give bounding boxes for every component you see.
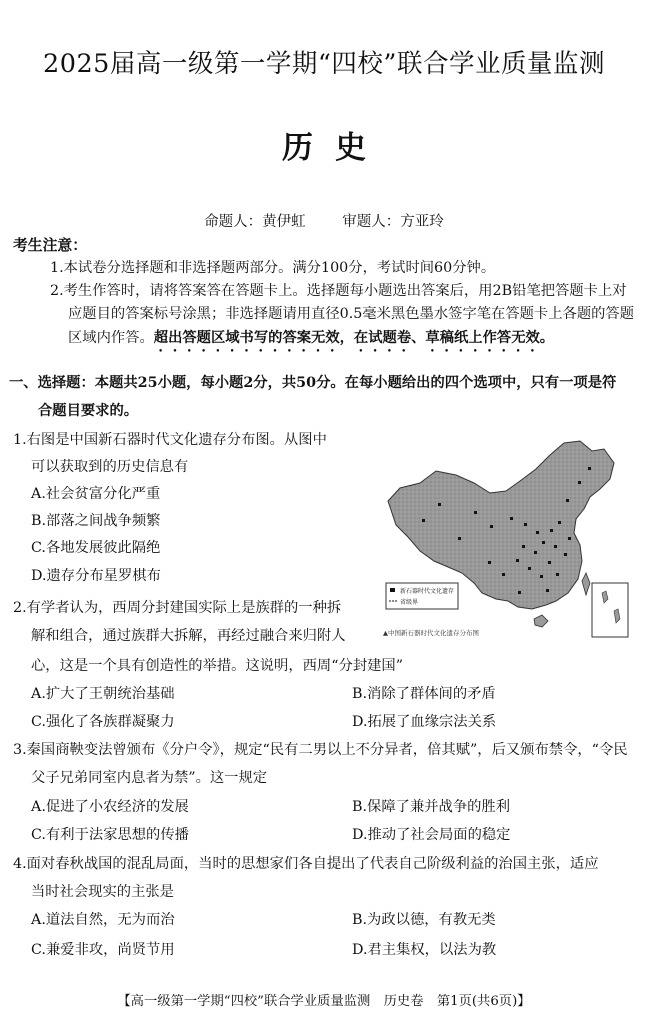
q2-option-b: B.消除了群体间的矛盾 bbox=[352, 686, 496, 702]
author-label: 命题人：黄伊虹 bbox=[204, 214, 306, 230]
q3-stem-line1: 3.秦国商鞅变法曾颁布《分户令》，规定“民有二男以上不分异者，倍其赋”，后又颁布禁令，“令民 bbox=[13, 742, 628, 758]
map-legend-box bbox=[386, 583, 458, 609]
q1-option-d: D.遗存分布星罗棋布 bbox=[31, 568, 161, 584]
q4-stem-line1: 4.面对春秋战国的混乱局面，当时的思想家们各自提出了代表自己阶级利益的治国主张，适应 bbox=[13, 856, 599, 872]
q3-option-b: B.保障了兼并战争的胜利 bbox=[352, 799, 511, 815]
q3-stem-line2: 父子兄弟同室内息者为禁”。这一规定 bbox=[31, 770, 268, 786]
q4-option-b: B.为政以德，有教无类 bbox=[352, 912, 496, 928]
subject-title: 历史 bbox=[282, 130, 388, 166]
q2-stem-line3: 心，这是一个具有创造性的举措。这说明，西周“分封建国” bbox=[31, 658, 404, 674]
taiwan-shape bbox=[582, 573, 590, 595]
q1-option-a: A.社会贫富分化严重 bbox=[31, 486, 161, 502]
section-heading-cont: 合题目要求的。 bbox=[38, 403, 139, 419]
q1-option-b: B.部落之间战争频繁 bbox=[31, 513, 161, 529]
hainan-shape bbox=[534, 615, 548, 627]
notice-heading: 考生注意： bbox=[13, 237, 87, 254]
q3-option-d: D.推动了社会局面的稳定 bbox=[352, 827, 511, 843]
q2-option-a: A.扩大了王朝统治基础 bbox=[31, 686, 175, 702]
notice-emphasis: 超出答题区域书写的答案无效，在试题卷、草稿纸上作答无效。 bbox=[153, 330, 555, 346]
page-footer: 【高一级第一学期“四校”联合学业质量监测 历史卷 第1页(共6页)】 bbox=[117, 994, 531, 1009]
reviewer-label: 审题人：方亚玲 bbox=[342, 214, 444, 230]
q2-option-d: D.拓展了血缘宗法关系 bbox=[352, 714, 497, 730]
notice-item-2-cont: 应题目的答案标号涂黑；非选择题请用直径0.5毫米黑色墨水签字笔在答题卡上各题的答题 bbox=[68, 306, 635, 322]
q2-stem-line2: 解和组合，通过族群大拆解，再经过融合来归附人 bbox=[31, 628, 346, 644]
legend-label-boundary: 省级界 bbox=[400, 599, 419, 606]
q1-stem-line1: 1.右图是中国新石器时代文化遗存分布图。从图中 bbox=[13, 432, 327, 448]
q4-stem-line2: 当时社会现实的主张是 bbox=[31, 884, 174, 900]
q1-option-c: C.各地发展彼此隔绝 bbox=[31, 540, 161, 556]
authors-line bbox=[0, 210, 648, 231]
neolithic-sites-map bbox=[378, 433, 632, 643]
notice-item-2-end-text: 区域内作答。 bbox=[68, 330, 154, 346]
south-sea-inset bbox=[592, 583, 628, 637]
q3-option-c: C.有利于法家思想的传播 bbox=[31, 827, 189, 843]
notice-item-1: 1.本试卷分选择题和非选择题两部分。满分100分，考试时间60分钟。 bbox=[50, 260, 496, 276]
q4-option-d: D.君主集权，以法为教 bbox=[352, 942, 497, 958]
notice-item-2-end bbox=[68, 328, 554, 355]
section-heading: 一、选择题：本题共25小题，每小题2分，共50分。在每小题给出的四个选项中，只有一项是符 bbox=[9, 375, 617, 391]
q4-option-a: A.道法自然，无为而治 bbox=[31, 912, 175, 928]
legend-label-sites: 新石器时代文化遗存 bbox=[400, 588, 455, 595]
q3-option-a: A.促进了小农经济的发展 bbox=[31, 799, 189, 815]
map-caption: ▲中国新石器时代文化遗存分布图 bbox=[383, 629, 479, 637]
notice-item-2: 2.考生作答时，请将答案答在答题卡上。选择题每小题选出答案后，用2B铅笔把答题卡上对 bbox=[50, 283, 627, 299]
q4-option-c: C.兼爱非攻，尚贤节用 bbox=[31, 942, 175, 958]
q2-stem-line1: 2.有学者认为，西周分封建国实际上是族群的一种拆 bbox=[13, 600, 342, 616]
china-map-graphic bbox=[378, 433, 632, 643]
q2-option-c: C.强化了各族群凝聚力 bbox=[31, 714, 175, 730]
exam-title: 2025届高一级第一学期“四校”联合学业质量监测 bbox=[43, 49, 605, 79]
q1-stem-line2: 可以获取到的历史信息有 bbox=[31, 459, 189, 475]
legend-site-marker-icon bbox=[390, 588, 395, 592]
